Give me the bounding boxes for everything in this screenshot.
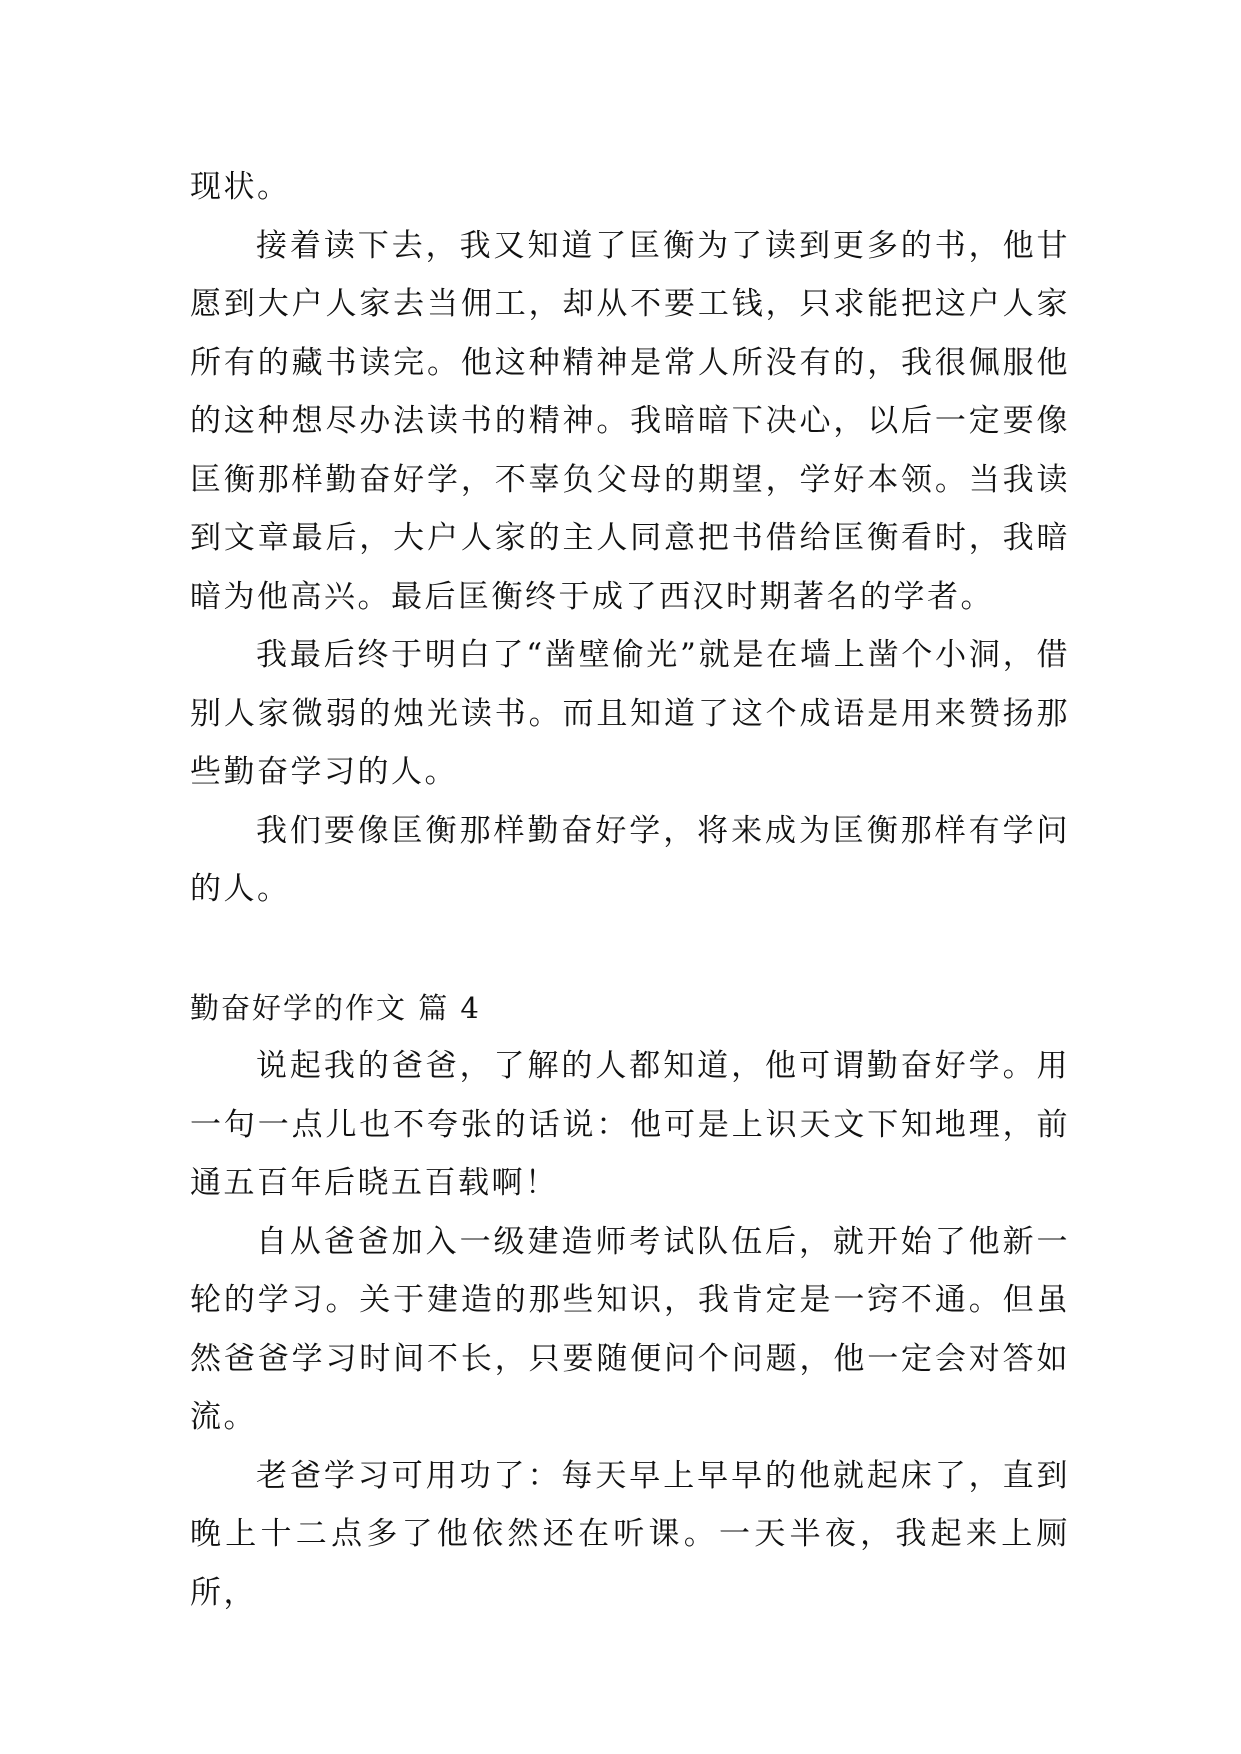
paragraph-father-diligence: 老爸学习可用功了：每天早上早早的他就起床了，直到晚上十二点多了他依然还在听课。一天半夜，我起来上厕所， <box>190 1457 1070 1611</box>
paragraph-continuation: 现状。 <box>190 169 291 205</box>
paragraph-father-intro: 说起我的爸爸，了解的人都知道，他可谓勤奋好学。用一句一点儿也不夸张的话说：他可是上识天文下知地理，前通五百年后晓五百载啊！ <box>190 1048 1070 1201</box>
paragraph-conclusion: 我们要像匡衡那样勤奋好学，将来成为匡衡那样有学问的人。 <box>190 812 1070 907</box>
paragraph-idiom-meaning: 我最后终于明白了“凿壁偷光”就是在墙上凿个小洞，借别人家微弱的烛光读书。而且知道了这个成语是用来赞扬那些勤奋学习的人。 <box>190 637 1070 790</box>
paragraph-father-exam: 自从爸爸加入一级建造师考试队伍后，就开始了他新一轮的学习。关于建造的那些知识，我肯定是一窍不通。但虽然爸爸学习时间不长，只要随便问个问题，他一定会对答如流。 <box>190 1223 1070 1435</box>
paragraph-kuang-heng-servant: 接着读下去，我又知道了匡衡为了读到更多的书，他甘愿到大户人家去当佣工，却从不要工钱，只求能把这户人家所有的藏书读完。他这种精神是常人所没有的，我很佩服他的这种想尽办法读书的精神。我暗暗下决心，以后一定要像匡衡那样勤奋好学，不辜负父母的期望，学好本领。当我读到文章最后，大户人家的主人同意把书借给匡衡看时，我暗暗为他高兴。最后匡衡终于成了西汉时期著名的学者。 <box>190 227 1070 615</box>
section-heading: 勤奋好学的作文 篇 4 <box>190 990 481 1025</box>
document-body <box>190 158 1070 1622</box>
